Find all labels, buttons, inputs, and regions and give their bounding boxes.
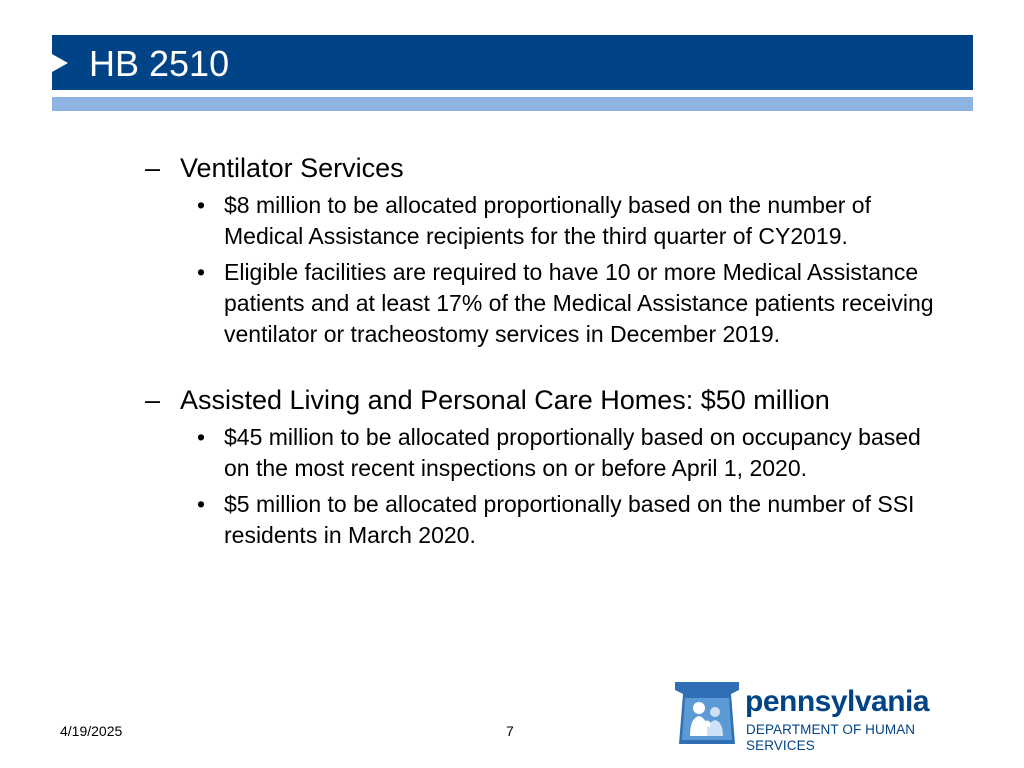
- pa-dhs-logo: [673, 680, 983, 753]
- footer-date: 4/19/2025: [60, 723, 123, 739]
- bullet-icon: •: [197, 491, 206, 517]
- list-item-text: $45 million to be allocated proportionally based on occupancy based on the most recent inspections on or before April 1, 2020.: [224, 424, 921, 481]
- footer-page-number: 7: [506, 723, 514, 739]
- title-bar: [52, 35, 973, 90]
- bullet-list: [145, 422, 945, 551]
- logo-department: DEPARTMENT OF HUMAN SERVICES: [746, 722, 916, 753]
- dash-bullet-icon: –: [145, 153, 161, 183]
- keystone-family-icon: [673, 680, 741, 746]
- section-assisted-living: [145, 382, 945, 551]
- bullet-icon: •: [197, 192, 206, 218]
- list-item: [145, 489, 945, 551]
- list-item: [145, 190, 945, 252]
- slide-title: HB 2510: [89, 43, 230, 84]
- list-item: [145, 422, 945, 484]
- section-ventilator-services: [145, 150, 945, 350]
- section-heading-text: Assisted Living and Personal Care Homes: $50 million: [180, 385, 830, 415]
- section-heading-text: Ventilator Services: [180, 153, 404, 183]
- bullet-icon: •: [197, 424, 206, 450]
- logo-wordmark: pennsylvania: [745, 685, 930, 718]
- dash-bullet-icon: –: [145, 385, 161, 415]
- bullet-list: [145, 190, 945, 350]
- list-item-text: $8 million to be allocated proportionally based on the number of Medical Assistance recipients for the third quarter of CY2019.: [224, 192, 871, 249]
- section-heading: [145, 150, 945, 186]
- list-item: [145, 257, 945, 350]
- triangle-arrow-icon: [52, 54, 68, 72]
- list-item-text: $5 million to be allocated proportionally based on the number of SSI residents in March 2020.: [224, 491, 915, 548]
- title-underline-bar: [52, 97, 973, 111]
- list-item-text: Eligible facilities are required to have 10 or more Medical Assistance patients and at least 17% of the Medical Assistance patients receiving ventilator or tracheostomy services in December 2019.: [224, 259, 934, 347]
- section-heading: [145, 382, 945, 418]
- slide-content: [145, 150, 945, 583]
- bullet-icon: •: [197, 259, 206, 285]
